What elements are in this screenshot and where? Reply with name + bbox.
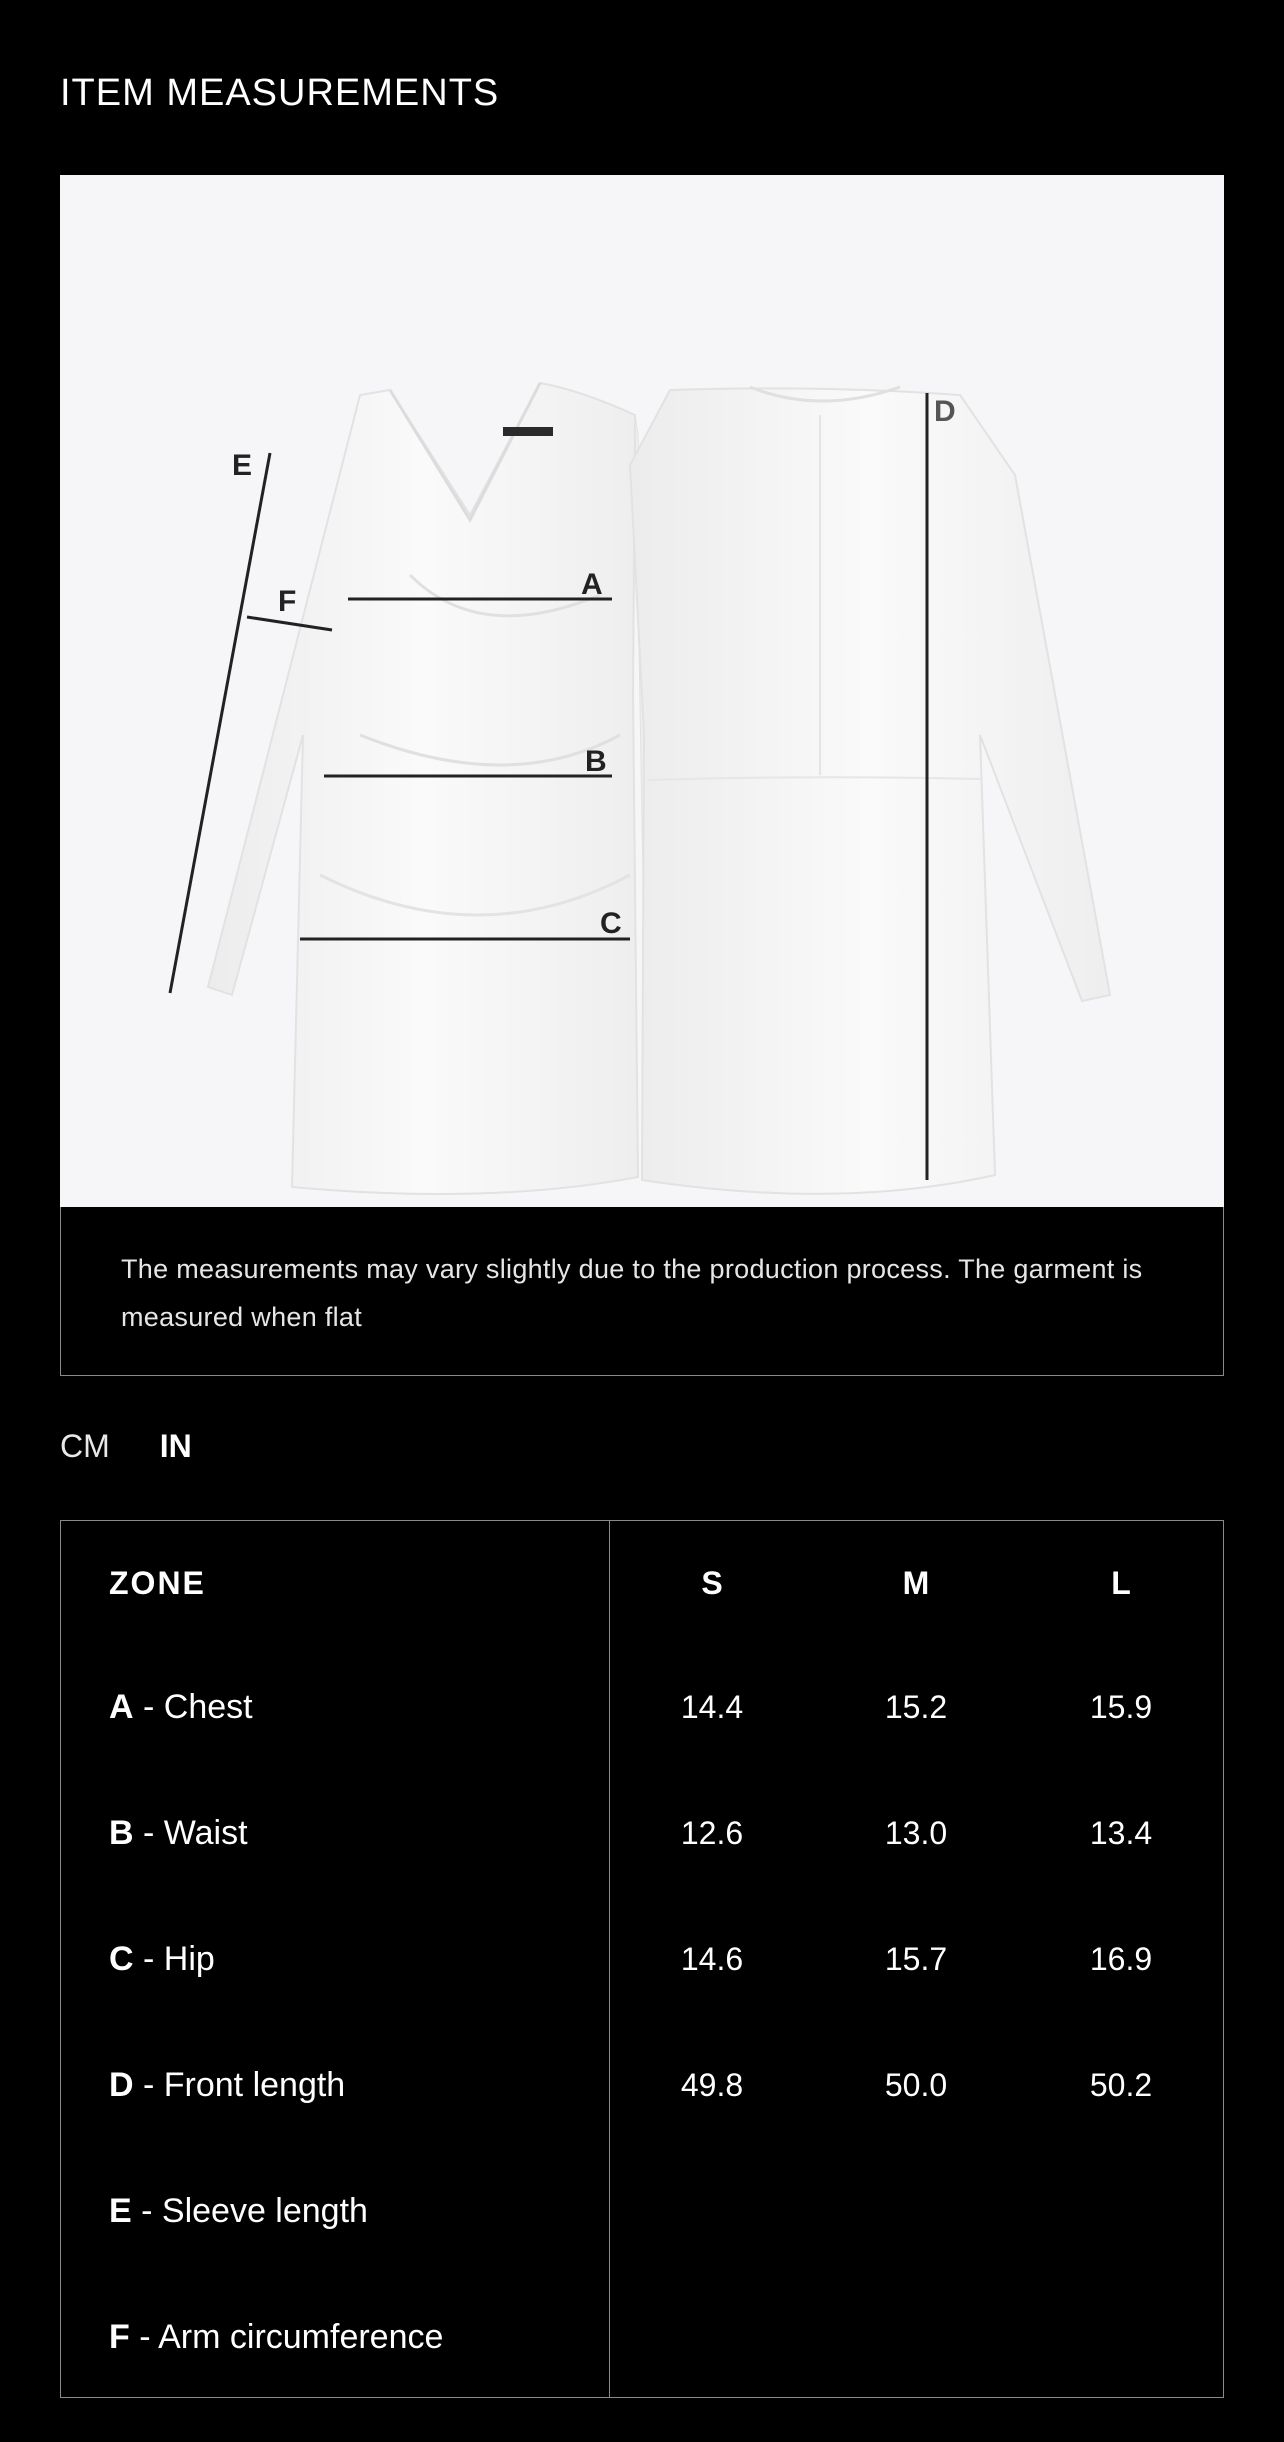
value-cell-l: 15.9: [1089, 1689, 1153, 1725]
measurement-note: [60, 1207, 1224, 1376]
zone-letter: B: [109, 1814, 134, 1852]
value-cell-s: 14.4: [680, 1689, 744, 1725]
diagram-label-a: A: [581, 568, 603, 601]
zone-cell: [109, 1929, 215, 1989]
diagram-label-f: F: [278, 585, 297, 618]
back-dress-illustration: [630, 387, 1110, 1194]
value-cell-s: 14.6: [680, 1941, 744, 1977]
table-header-row: [61, 1553, 1223, 1613]
zone-letter: A: [109, 1688, 134, 1726]
zone-cell: [109, 1803, 248, 1863]
diagram-label-e: E: [232, 449, 253, 482]
garment-diagram: [60, 175, 1224, 1207]
diagram-label-d: D: [934, 395, 956, 428]
garment-measurement-image: [60, 175, 1224, 1207]
size-header-l: L: [1111, 1565, 1131, 1601]
zone-letter: C: [109, 1940, 134, 1978]
size-header-m: M: [902, 1565, 930, 1601]
table-row: [61, 2307, 1223, 2367]
value-cell-m: 15.7: [884, 1941, 948, 1977]
zone-name: - Front length: [133, 2066, 346, 2104]
diagram-label-b: B: [585, 745, 607, 778]
zone-letter: E: [109, 2192, 132, 2230]
value-cell-l: 50.2: [1089, 2067, 1153, 2103]
table-row: [61, 1803, 1223, 1863]
table-row: [61, 2181, 1223, 2241]
zone-letter: F: [109, 2318, 130, 2356]
zone-cell: [109, 2181, 368, 2241]
measurement-note-text: The measurements may vary slightly due to the production process. The garment is measured when flat: [121, 1254, 1143, 1332]
zone-name: - Waist: [133, 1814, 248, 1852]
value-cell-m: 13.0: [884, 1815, 948, 1851]
brand-label: [503, 427, 553, 436]
size-header-s: S: [701, 1565, 723, 1601]
zone-name: - Hip: [133, 1940, 215, 1978]
value-cell-m: 15.2: [884, 1689, 948, 1725]
table-row: [61, 1929, 1223, 1989]
zone-cell: [109, 1677, 253, 1737]
unit-selector: [60, 1428, 192, 1465]
zone-name: - Sleeve length: [131, 2192, 368, 2230]
diagram-label-c: C: [600, 907, 622, 940]
value-cell-s: 12.6: [680, 1815, 744, 1851]
zone-letter: D: [109, 2066, 134, 2104]
table-row: [61, 1677, 1223, 1737]
value-cell-s: 49.8: [680, 2067, 744, 2103]
value-cell-l: 13.4: [1089, 1815, 1153, 1851]
value-cell-m: 50.0: [884, 2067, 948, 2103]
page-title: ITEM MEASUREMENTS: [60, 72, 500, 114]
unit-cm-toggle[interactable]: CM: [60, 1428, 110, 1464]
table-row: [61, 2055, 1223, 2115]
front-dress-illustration: [208, 383, 660, 1194]
value-cell-l: 16.9: [1089, 1941, 1153, 1977]
zone-name: - Chest: [133, 1688, 253, 1726]
size-table: [60, 1520, 1224, 2398]
unit-in-toggle[interactable]: IN: [159, 1428, 192, 1464]
zone-cell: [109, 2055, 345, 2115]
zone-name: - Arm circumference: [129, 2318, 444, 2356]
zone-header: ZONE: [109, 1565, 206, 1601]
zone-cell: [109, 2307, 443, 2367]
